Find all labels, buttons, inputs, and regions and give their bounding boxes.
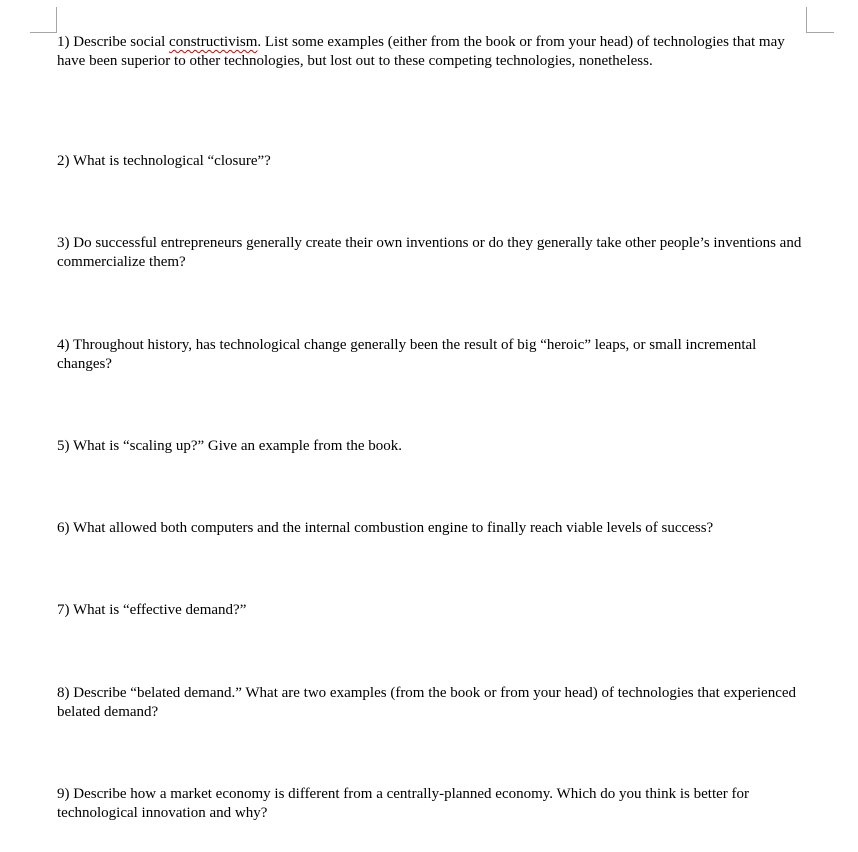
question-6[interactable]: 6) What allowed both computers and the internal combustion engine to finally reach viable levels of success? [57, 520, 714, 536]
question-7[interactable]: 7) What is “effective demand?” [57, 602, 247, 618]
question-2[interactable]: 2) What is technological “closure”? [57, 153, 271, 169]
question-1[interactable] [57, 33, 807, 71]
question-8[interactable]: 8) Describe “belated demand.” What are two examples (from the book or from your head) of technologies that experienced belated demand? [57, 685, 797, 720]
margin-crop-mark-top-left [30, 32, 57, 33]
question-3[interactable]: 3) Do successful entrepreneurs generally create their own inventions or do they generally take other people’s inventions and commercialize them? [57, 235, 802, 270]
margin-crop-mark-top-right [806, 7, 807, 33]
margin-crop-mark-top-left [56, 7, 57, 33]
question-1-prefix: 1) Describe social [57, 34, 170, 50]
question-1-suffix: . List some examples (either from the book or from your head) of technologies that may have been superior to other technologies, but lost out to these competing technologies, nonetheless. [57, 34, 785, 69]
margin-crop-mark-top-right [806, 32, 834, 33]
question-9[interactable]: 9) Describe how a market economy is different from a centrally-planned economy. Which do you think is better for technological innovation and why? [57, 786, 749, 821]
question-4[interactable]: 4) Throughout history, has technological change generally been the result of big “heroic” leaps, or small incremental changes? [57, 337, 757, 372]
question-5[interactable]: 5) What is “scaling up?” Give an example from the book. [57, 438, 403, 454]
spellcheck-flagged-word[interactable]: constructivism [169, 34, 258, 50]
